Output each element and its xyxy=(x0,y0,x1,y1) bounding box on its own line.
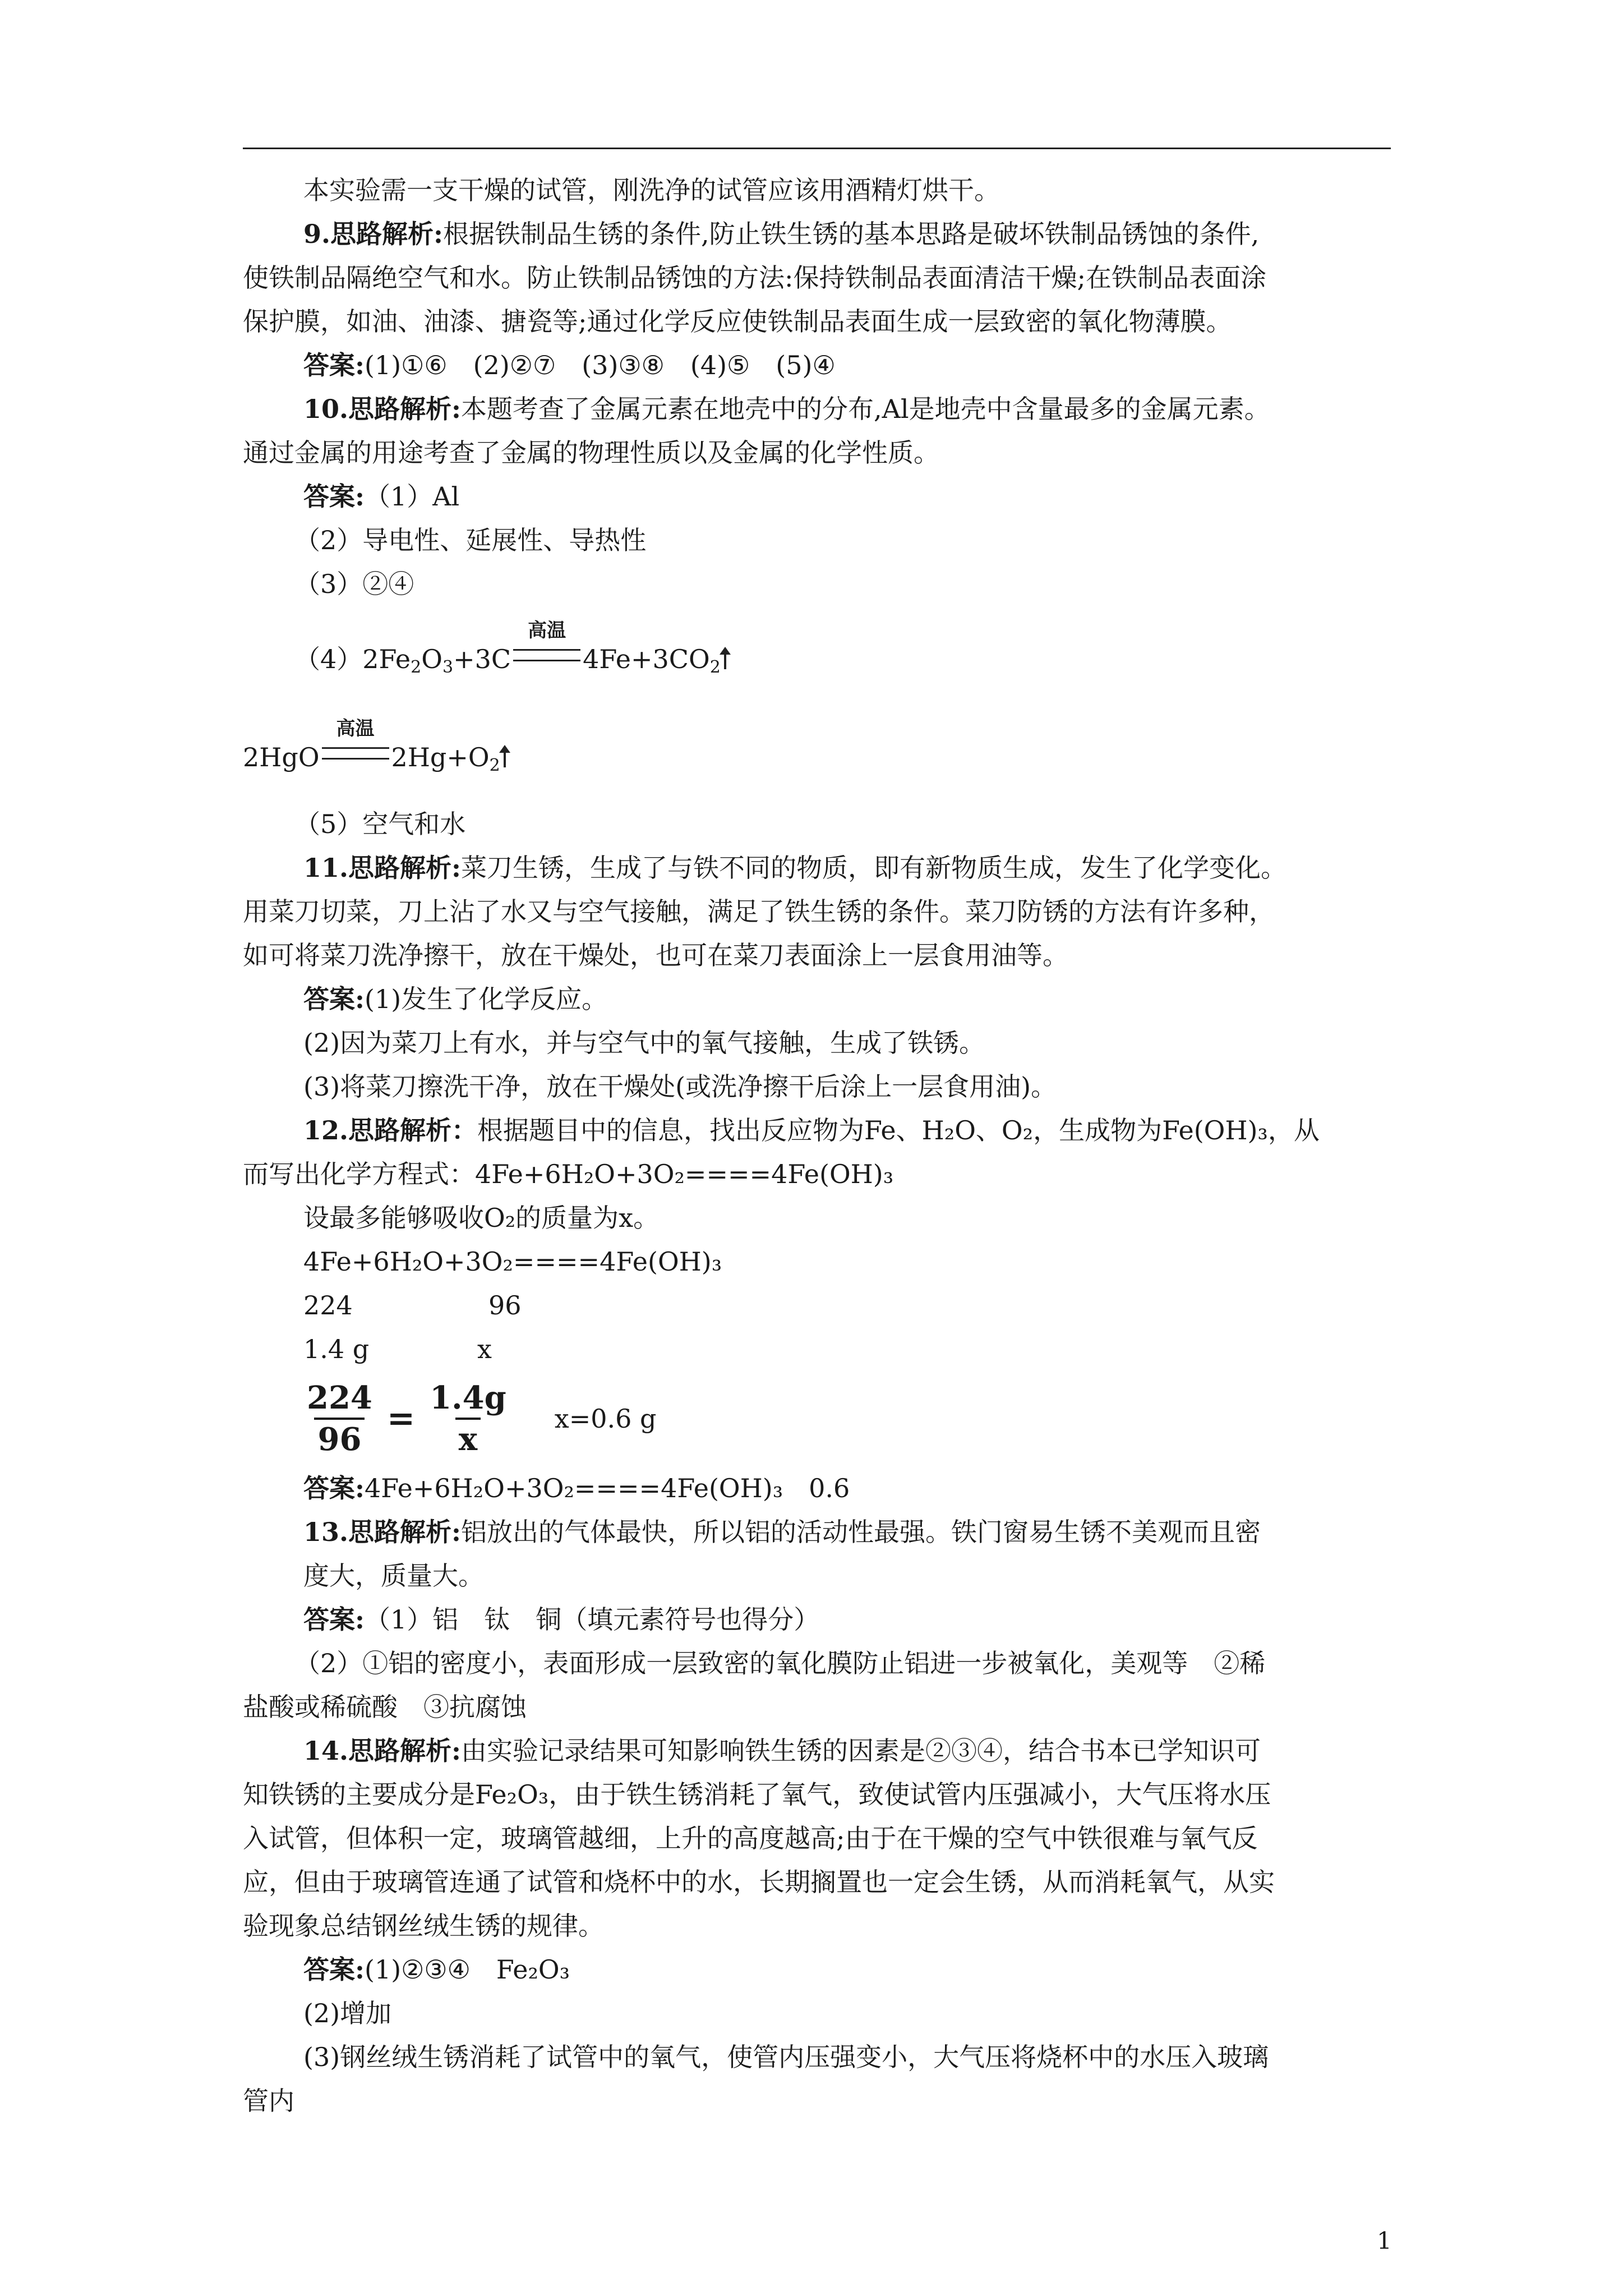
document-body xyxy=(243,168,1391,2123)
gas-arrow-icon xyxy=(724,650,726,669)
equation-line: $(4)2Fe_2O_3+3C$ 高温 $4Fe+3CO_2$ xyxy=(243,606,1391,704)
answer-label: 答案: xyxy=(303,350,365,380)
reaction-arrow xyxy=(513,619,580,668)
q14-label: 14.思路解析: xyxy=(303,1736,462,1766)
text-line: （2）①铝的密度小，表面形成一层致密的氧化膜防止铝进一步被氧化，美观等 ②稀 xyxy=(294,1648,1266,1678)
text-line: 设最多能够吸收O₂的质量为x。 xyxy=(303,1203,660,1233)
q11-line xyxy=(243,846,1391,890)
q13-label: 13.思路解析: xyxy=(303,1517,462,1547)
q9-text: 根据铁制品生锈的条件,防止铁生锈的基本思路是破坏铁制品锈蚀的条件, xyxy=(443,219,1260,249)
q11-answer xyxy=(243,977,1391,1021)
q9-answer xyxy=(243,343,1391,387)
text-line: 度大，质量大。 xyxy=(303,1561,484,1591)
q14-line xyxy=(243,1729,1391,1773)
answer-label: 答案: xyxy=(303,1954,365,1985)
text-line: （2）导电性、延展性、导热性 xyxy=(294,525,647,555)
answer-label: 答案: xyxy=(303,481,365,512)
equation-text: （4）2Fe xyxy=(294,644,411,674)
q11-text: 菜刀生锈，生成了与铁不同的物质，即有新物质生成，发生了化学变化。 xyxy=(461,853,1287,883)
q13-answer xyxy=(243,1598,1391,1641)
solution-text: x=0.6 g xyxy=(554,1404,657,1434)
text-line: 用菜刀切菜，刀上沾了水又与空气接触，满足了铁生锈的条件。菜刀防锈的方法有许多种， xyxy=(243,896,1275,927)
text-line: (3)钢丝绒生锈消耗了试管中的氧气，使管内压强变小，大气压将烧杯中的水压入玻璃 xyxy=(303,2042,1269,2072)
q12-line xyxy=(243,1108,1391,1152)
q13-line xyxy=(243,1510,1391,1554)
text-line: 而写出化学方程式：4Fe+6H₂O+3O₂====4Fe(OH)₃ xyxy=(243,1159,894,1189)
mass-row xyxy=(243,1327,1391,1371)
page-number: 1 xyxy=(1377,2227,1392,2254)
text-line: 管内 xyxy=(243,2086,294,2116)
text-line: (2)增加 xyxy=(303,1998,392,2028)
q9-line xyxy=(243,212,1391,256)
equation-line: 4Fe+6H₂O+3O₂====4Fe(OH)₃ xyxy=(303,1246,722,1277)
q11-label: 11.思路解析: xyxy=(303,853,462,883)
answer-text: (1)发生了化学反应。 xyxy=(364,984,608,1014)
text-line: （5）空气和水 xyxy=(294,809,466,839)
answer-label: 答案: xyxy=(303,984,365,1014)
fraction-left: $\frac{224}{96}$ xyxy=(307,1379,372,1458)
text-line: 保护膜，如油、油漆、搪瓷等;通过化学反应使铁制品表面生成一层致密的氧化物薄膜。 xyxy=(243,306,1232,337)
answer-text: 4Fe+6H₂O+3O₂====4Fe(OH)₃ 0.6 xyxy=(364,1473,850,1503)
q12-text: 根据题目中的信息，找出反应物为Fe、H₂O、O₂，生成物为Fe(OH)₃，从 xyxy=(477,1115,1320,1145)
reaction-condition: 高温 xyxy=(336,717,375,740)
text-line: 通过金属的用途考查了金属的物理性质以及金属的化学性质。 xyxy=(243,438,939,468)
text-line: (3)将菜刀擦洗干净，放在干燥处(或洗净擦干后涂上一层食用油)。 xyxy=(303,1071,1057,1102)
mass-value: 1.4 g xyxy=(303,1334,370,1364)
q14-answer xyxy=(243,1948,1391,1991)
gas-arrow-icon xyxy=(504,748,506,767)
mass-value: 96 xyxy=(488,1290,522,1320)
mass-row xyxy=(243,1283,1391,1327)
equation-line: 2HgO 高温 $2Hg+O_2$ xyxy=(243,704,1391,802)
fraction-right: $\frac{1.4g}{x}$ xyxy=(430,1379,506,1458)
reaction-condition: 高温 xyxy=(528,619,566,642)
text-line: 验现象总结钢丝绒生锈的规律。 xyxy=(243,1911,604,1941)
q10-text: 本题考查了金属元素在地壳中的分布,Al是地壳中含量最多的金属元素。 xyxy=(461,394,1270,424)
q10-answer xyxy=(243,475,1391,518)
q10-label: 10.思路解析: xyxy=(303,394,462,424)
answer-label: 答案: xyxy=(303,1473,365,1503)
mass-value: x xyxy=(477,1334,492,1364)
text-line: 知铁锈的主要成分是Fe₂O₃，由于铁生锈消耗了氧气，致使试管内压强减小，大气压将水压 xyxy=(243,1779,1271,1810)
text-line: (2)因为菜刀上有水，并与空气中的氧气接触，生成了铁锈。 xyxy=(303,1028,985,1058)
answer-text: (1)①⑥ (2)②⑦ (3)③⑧ (4)⑤ (5)④ xyxy=(364,350,836,380)
proportion-equation: $\frac{224}{96}$ = $\frac{1.4g}{x}$ x=0.6 g xyxy=(243,1371,1391,1466)
text-line: 盐酸或稀硫酸 ③抗腐蚀 xyxy=(243,1692,527,1722)
q13-text: 铝放出的气体最快，所以铝的活动性最强。铁门窗易生锈不美观而且密 xyxy=(461,1517,1261,1547)
q12-label: 12.思路解析： xyxy=(303,1115,478,1145)
answer-text: （1）Al xyxy=(364,481,460,512)
q9-label: 9.思路解析: xyxy=(303,219,444,249)
q12-answer xyxy=(243,1466,1391,1510)
text-line: 本实验需一支干燥的试管，刚洗净的试管应该用酒精灯烘干。 xyxy=(303,175,1000,205)
answer-label: 答案: xyxy=(303,1604,365,1635)
text-line: 入试管，但体积一定，玻璃管越细，上升的高度越高;由于在干燥的空气中铁很难与氧气反 xyxy=(243,1823,1258,1853)
reaction-arrow xyxy=(322,717,389,766)
text-line: 如可将菜刀洗净擦干，放在干燥处，也可在菜刀表面涂上一层食用油等。 xyxy=(243,940,1068,970)
q10-line xyxy=(243,387,1391,431)
answer-text: （1）铝 钛 铜（填元素符号也得分） xyxy=(364,1604,820,1635)
header-rule xyxy=(243,148,1391,149)
text-line: 使铁制品隔绝空气和水。防止铁制品锈蚀的方法:保持铁制品表面清洁干燥;在铁制品表面涂 xyxy=(243,263,1266,293)
text-line: 应，但由于玻璃管连通了试管和烧杯中的水，长期搁置也一定会生锈，从而消耗氧气，从实 xyxy=(243,1867,1275,1897)
answer-text: (1)②③④ Fe₂O₃ xyxy=(364,1954,570,1985)
mass-value: 224 xyxy=(303,1290,353,1320)
q14-text: 由实验记录结果可知影响铁生锈的因素是②③④，结合书本已学知识可 xyxy=(461,1736,1261,1766)
text-line: （3）②④ xyxy=(294,569,414,599)
